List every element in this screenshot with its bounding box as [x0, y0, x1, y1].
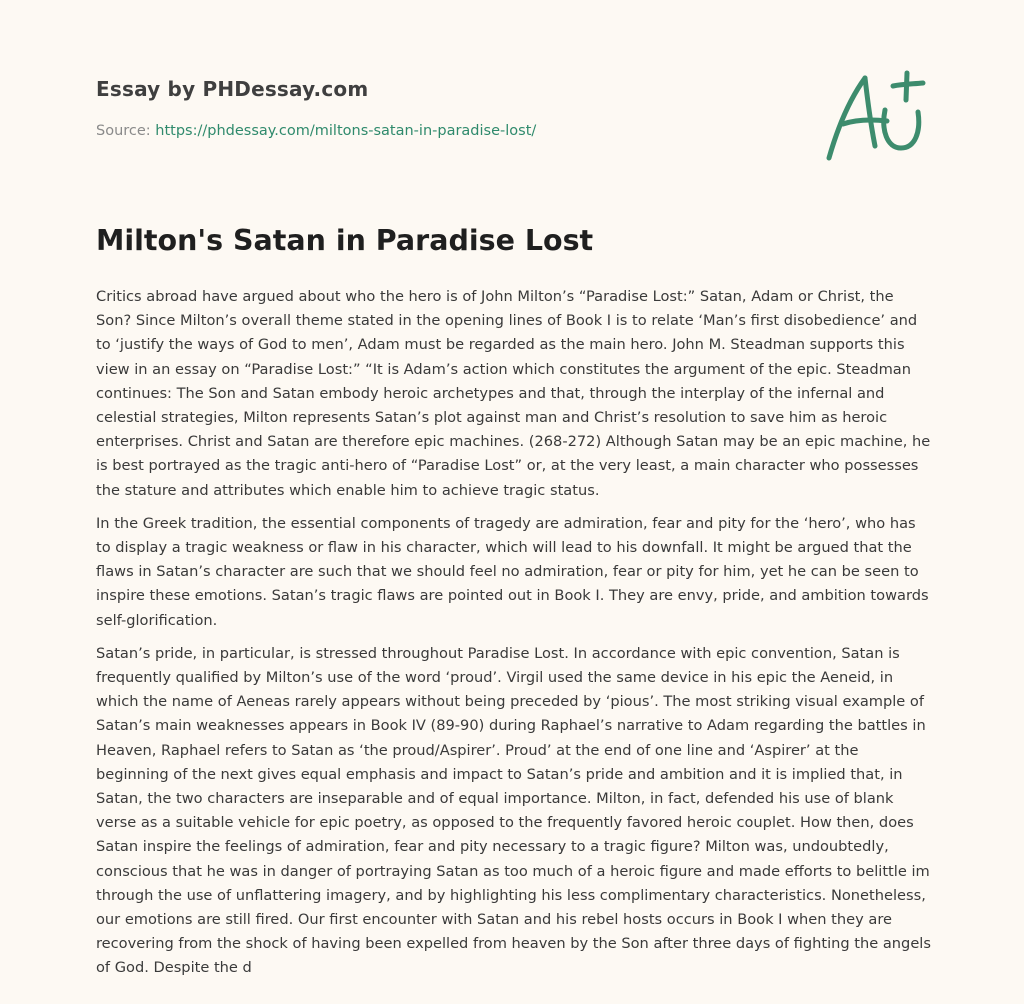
- a-plus-grade-icon: [821, 68, 931, 164]
- essay-body: [96, 285, 932, 990]
- essay-paragraph: In the Greek tradition, the essential components of tragedy are admiration, fear and pity for the ‘hero’, who has to display a tragic weakness or flaw in his character, which will lead to his downfall. It might be argued that the flaws in Satan’s character are such that we should feel no admiration, fear or pity for him, yet he can be seen to inspire these emotions. Satan’s tragic flaws are pointed out in Book I. They are envy, pride, and ambition towards self-glorification.: [96, 514, 929, 629]
- essay-title: Milton's Satan in Paradise Lost: [96, 224, 594, 257]
- source-link[interactable]: https://phdessay.com/miltons-satan-in-paradise-lost/: [155, 123, 537, 139]
- essay-paragraph: Satan’s pride, in particular, is stressed throughout Paradise Lost. In accordance with epic convention, Satan is frequently qualified by Milton’s use of the word ‘proud’. Virgil used the same device in his epic the Aeneid, in which the name of Aeneas rarely appears without being preceded by ‘pious’. The most striking visual example of Satan’s main weaknesses appears in Book IV (89-90) during Raphael’s narrative to Adam regarding the battles in Heaven, Raphael refers to Satan as ‘the proud/Aspirer’. Proud’ at the end of one line and ‘Aspirer’ at the beginning of the next gives equal emphasis and impact to Satan’s pride and ambition and it is implied that, in Satan, the two characters are inseparable and of equal importance. Milton, in fact, defended his use of blank verse as a suitable vehicle for epic poetry, as opposed to the frequently favored heroic couplet. How then, does Satan inspire the feelings of admiration, fear and pity necessary to a tragic figure? Milton was, undoubtedly, conscious that he was in danger of portraying Satan as too much of a heroic figure and made efforts to belittle im through the use of unflattering imagery, and by highlighting his less complimentary characteristics. Nonetheless, our emotions are still fired. Our first encounter with Satan and his rebel hosts occurs in Book I when they are recovering from the shock of having been expelled from heaven by the Son after three days of fighting the angels of God. Despite the d: [96, 644, 931, 977]
- brand-title: Essay by PHDessay.com: [96, 77, 369, 101]
- source-line: [96, 123, 536, 139]
- source-label: Source:: [96, 123, 156, 139]
- essay-paragraph: Critics abroad have argued about who the hero is of John Milton’s “Paradise Lost:” Satan, Adam or Christ, the Son? Since Milton’s overall theme stated in the opening lines of Book I is to relate ‘Man’s first disobedience’ and to ‘justify the ways of God to men’, Adam must be regarded as the main hero. John M. Steadman supports this view in an essay on “Paradise Lost:” “It is Adam’s action which constitutes the argument of the epic. Steadman continues: The Son and Satan embody heroic archetypes and that, through the interplay of the infernal and celestial strategies, Milton represents Satan’s plot against man and Christ’s resolution to save him as heroic enterprises. Christ and Satan are therefore epic machines. (268-272) Although Satan may be an epic machine, he is best portrayed as the tragic anti-hero of “Paradise Lost” or, at the very least, a main character who possesses the stature and attributes which enable him to achieve tragic status.: [96, 288, 931, 499]
